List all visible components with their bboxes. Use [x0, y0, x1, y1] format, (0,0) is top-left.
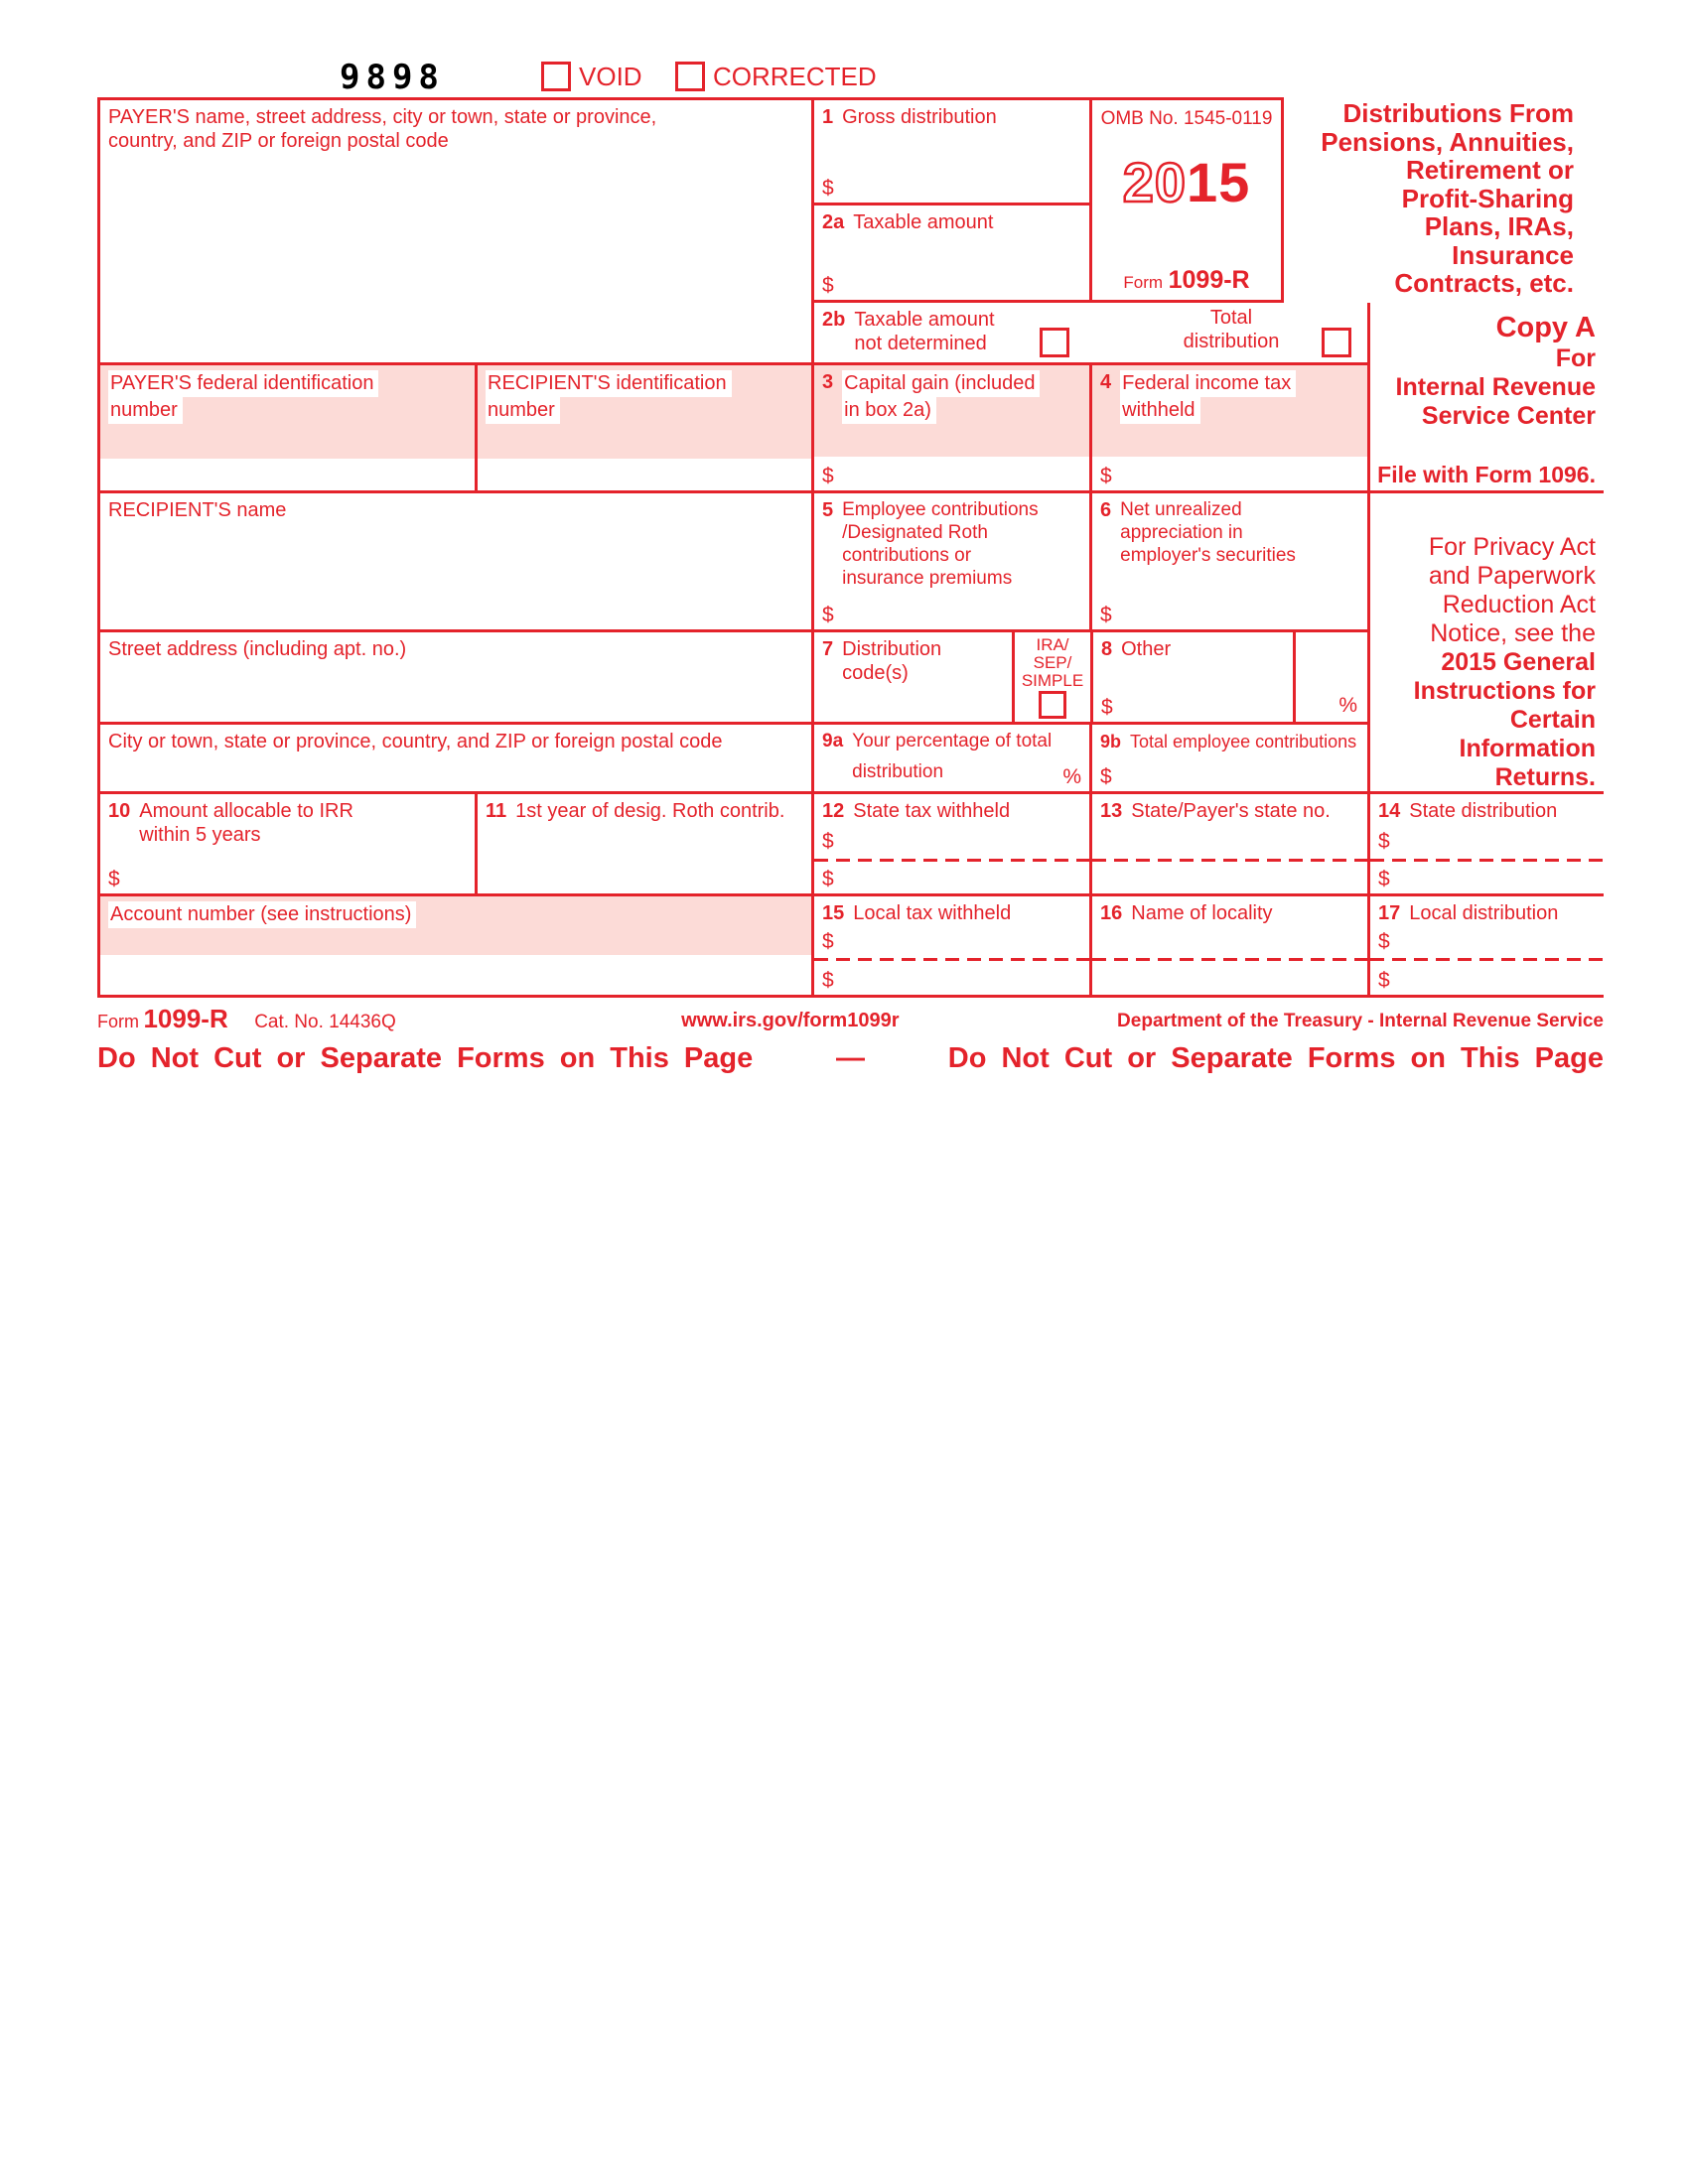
payer-name-box[interactable] — [97, 97, 814, 365]
box-11-label: 1st year of desig. Roth contrib. — [515, 800, 785, 822]
box-7-label-line1: Distribution — [842, 638, 942, 660]
footer-treasury-label: Department of the Treasury - Internal Revenue Service — [1117, 1011, 1604, 1031]
do-not-cut-line — [97, 1042, 1604, 1075]
payer-id-label-line1: PAYER'S federal identification — [108, 370, 378, 397]
void-checkbox[interactable] — [541, 62, 571, 91]
box-17-dollar-sign-2: $ — [1378, 969, 1390, 992]
box-6-label-line: appreciation in — [1120, 522, 1243, 543]
payer-federal-id-box[interactable] — [97, 365, 478, 493]
box-15-dollar-sign-2: $ — [822, 969, 834, 992]
box-15-label: Local tax withheld — [853, 902, 1012, 924]
box-8-number: 8 — [1101, 638, 1113, 660]
privacy-line-bold: Returns. — [1494, 763, 1596, 791]
copy-service-center-label: Service Center — [1421, 402, 1596, 430]
file-with-1096-label: File with Form 1096. — [1377, 462, 1596, 487]
box-14-label: State distribution — [1409, 800, 1558, 822]
privacy-line-bold: 2015 General — [1441, 648, 1596, 676]
box-2a-taxable-amount[interactable] — [814, 205, 1092, 303]
box-7-label-line2: code(s) — [842, 662, 909, 684]
box-17-local-distribution[interactable] — [1370, 896, 1604, 998]
box-9b-number: 9b — [1100, 732, 1122, 751]
box-4-label-line1: Federal income tax — [1120, 370, 1296, 397]
city-label: City or town, state or province, country, and ZIP or foreign postal code — [108, 731, 723, 752]
box-16-dashed-divider — [1092, 958, 1367, 961]
box-2a-number: 2a — [822, 211, 845, 233]
title-line: Plans, IRAs, — [1424, 211, 1574, 241]
footer-form-word: Form — [97, 1012, 139, 1031]
box-14-number: 14 — [1378, 800, 1401, 822]
do-not-cut-left: Do Not Cut or Separate Forms on This Page — [97, 1042, 754, 1074]
privacy-line: Reduction Act — [1442, 591, 1596, 618]
copy-a-block — [1370, 303, 1604, 493]
title-line: Pensions, Annuities, — [1321, 126, 1574, 157]
box-9a-label-line1: Your percentage of total — [852, 731, 1053, 751]
box-5-label-line: contributions or — [842, 545, 972, 566]
account-number-label: Account number (see instructions) — [108, 901, 416, 928]
box-14-dollar-sign-1: $ — [1378, 830, 1390, 853]
form-footer — [97, 1005, 1604, 1038]
box-17-number: 17 — [1378, 902, 1401, 924]
title-line: Retirement or — [1405, 155, 1574, 185]
recipient-name-box[interactable] — [97, 493, 814, 632]
recipient-id-label-line2: number — [486, 397, 560, 424]
privacy-line: Notice, see the — [1430, 619, 1596, 647]
box-6-number: 6 — [1100, 499, 1112, 521]
box-9a-label-line2: distribution — [852, 761, 944, 782]
ira-label-line1: IRA/ — [1036, 635, 1069, 654]
box-1-gross-distribution[interactable] — [814, 97, 1092, 205]
box-6-net-unrealized-appreciation[interactable] — [1092, 493, 1370, 632]
box-5-label-line: Employee contributions — [842, 499, 1039, 520]
box-15-local-tax-withheld[interactable] — [814, 896, 1092, 998]
taxable-not-determined-checkbox[interactable] — [1040, 328, 1069, 357]
privacy-line-bold: Information — [1459, 735, 1596, 762]
box-17-dollar-sign-1: $ — [1378, 930, 1390, 953]
title-line: Distributions From — [1342, 98, 1574, 128]
box-1-number: 1 — [822, 106, 834, 128]
box-17-label: Local distribution — [1409, 902, 1559, 924]
box-16-label: Name of locality — [1131, 902, 1273, 924]
payer-label-line1: PAYER'S name, street address, city or town, state or province, — [108, 106, 657, 128]
box-3-dollar-sign: $ — [822, 465, 834, 487]
corrected-checkbox[interactable] — [675, 62, 705, 91]
box-10-label-line1: Amount allocable to IRR — [139, 800, 353, 822]
recipient-id-box[interactable] — [478, 365, 814, 493]
box-10-dollar-sign: $ — [108, 868, 120, 890]
box-16-name-of-locality[interactable] — [1092, 896, 1370, 998]
privacy-act-notice — [1370, 493, 1604, 794]
box-2a-label: Taxable amount — [853, 211, 994, 233]
title-line: Contracts, etc. — [1394, 268, 1574, 298]
privacy-line: For Privacy Act — [1428, 533, 1596, 561]
do-not-cut-right: Do Not Cut or Separate Forms on This Page — [947, 1042, 1604, 1074]
box-2b-label-line1: Taxable amount — [854, 309, 995, 331]
ira-sep-simple-box — [1015, 632, 1093, 725]
box-4-dollar-sign: $ — [1100, 465, 1112, 487]
box-1-label: Gross distribution — [842, 106, 997, 128]
box-13-number: 13 — [1100, 800, 1123, 822]
street-address-box[interactable] — [97, 632, 814, 725]
box-2b-number: 2b — [822, 309, 846, 331]
copy-irs-label: Internal Revenue — [1395, 373, 1596, 401]
box-5-employee-contributions[interactable] — [814, 493, 1092, 632]
box-12-dashed-divider — [814, 859, 1089, 862]
box-3-label-line2: in box 2a) — [842, 397, 936, 424]
total-distribution-label-line1: Total — [1209, 307, 1253, 329]
box-14-dashed-divider — [1370, 859, 1604, 862]
box-8-label: Other — [1121, 638, 1172, 660]
total-distribution-label-line2: distribution — [1183, 331, 1280, 352]
do-not-cut-dash: — — [836, 1042, 865, 1074]
copy-a-label: Copy A — [1495, 312, 1596, 343]
privacy-line-bold: Certain — [1509, 706, 1596, 734]
form-number: 1099-R — [1168, 266, 1250, 294]
payer-label-line2: country, and ZIP or foreign postal code — [108, 130, 449, 152]
box-2b-row — [814, 303, 1370, 365]
recipient-id-label-line1: RECIPIENT'S identification — [486, 370, 732, 397]
box-14-state-distribution[interactable] — [1370, 794, 1604, 896]
form-title — [1284, 99, 1604, 305]
box-1-dollar-sign: $ — [822, 177, 834, 200]
privacy-line: and Paperwork — [1428, 562, 1596, 590]
ira-sep-simple-checkbox[interactable] — [1039, 691, 1066, 719]
box-14-dollar-sign-2: $ — [1378, 868, 1390, 890]
box-12-number: 12 — [822, 800, 845, 822]
box-3-label-line1: Capital gain (included — [842, 370, 1040, 397]
year-outline: 20 — [1122, 151, 1187, 213]
box-5-label-line: /Designated Roth — [842, 522, 988, 543]
box-17-dashed-divider — [1370, 958, 1604, 961]
box-6-label-line: employer's securities — [1120, 545, 1296, 566]
box-2a-dollar-sign: $ — [822, 274, 834, 297]
box-16-number: 16 — [1100, 902, 1123, 924]
box-3-capital-gain[interactable] — [814, 365, 1092, 493]
box-4-number: 4 — [1100, 371, 1112, 393]
box-3-number: 3 — [822, 371, 834, 393]
footer-form-number: 1099-R — [143, 1004, 228, 1033]
box-12-label: State tax withheld — [853, 800, 1011, 822]
box-10-amount-allocable-irr[interactable] — [97, 794, 478, 896]
omb-year-box — [1092, 97, 1284, 303]
ira-label-line2: SEP/ — [1033, 653, 1072, 672]
box-7-distribution-codes[interactable] — [814, 632, 1015, 725]
omb-number: OMB No. 1545-0119 — [1100, 108, 1273, 129]
box-4-label-line2: withheld — [1120, 397, 1199, 424]
box-11-number: 11 — [486, 800, 507, 822]
box-2b-label-line2: not determined — [854, 333, 987, 354]
box-9b-label: Total employee contributions — [1130, 732, 1357, 751]
title-line: Insurance — [1452, 239, 1574, 270]
box-9b-dollar-sign: $ — [1100, 765, 1112, 788]
box-5-label-line: insurance premiums — [842, 568, 1013, 589]
box-7-number: 7 — [822, 638, 834, 660]
copy-for-label: For — [1555, 344, 1596, 372]
box-11-first-year-roth[interactable] — [478, 794, 814, 896]
corrected-label: CORRECTED — [713, 62, 877, 91]
footer-cat-number: Cat. No. 14436Q — [254, 1012, 396, 1032]
box-5-dollar-sign: $ — [822, 604, 834, 626]
ira-label-line3: SIMPLE — [1021, 671, 1084, 690]
total-distribution-checkbox[interactable] — [1322, 328, 1351, 357]
box-9a-percentage-total-distribution[interactable] — [814, 725, 1092, 794]
box-13-dashed-divider — [1092, 859, 1367, 862]
box-6-dollar-sign: $ — [1100, 604, 1112, 626]
recipient-name-label: RECIPIENT'S name — [108, 499, 287, 521]
box-12-dollar-sign-2: $ — [822, 868, 834, 890]
box-10-number: 10 — [108, 800, 131, 822]
box-8-percent-sign: % — [1338, 694, 1357, 717]
box-9b-total-employee-contributions[interactable] — [1092, 725, 1370, 794]
privacy-line-bold: Instructions for — [1413, 677, 1596, 705]
box-12-dollar-sign-1: $ — [822, 830, 834, 853]
title-line: Profit-Sharing — [1401, 183, 1574, 213]
city-state-zip-box[interactable] — [97, 725, 814, 794]
form-print-code: 9898 — [340, 58, 445, 97]
box-4-federal-tax-withheld[interactable] — [1092, 365, 1370, 493]
box-12-state-tax-withheld[interactable] — [814, 794, 1092, 896]
year-bold: 15 — [1187, 151, 1251, 213]
box-15-number: 15 — [822, 902, 845, 924]
form-word: Form — [1123, 273, 1164, 292]
payer-id-label-line2: number — [108, 397, 183, 424]
footer-irs-url[interactable]: www.irs.gov/form1099r — [681, 1010, 900, 1031]
box-8-percent-subcell[interactable] — [1296, 632, 1370, 725]
box-6-label-line: Net unrealized — [1120, 499, 1242, 520]
void-label: VOID — [579, 62, 642, 91]
box-8-other[interactable] — [1093, 632, 1296, 725]
box-9a-percent-sign: % — [1062, 765, 1081, 788]
account-number-box[interactable] — [97, 896, 814, 998]
box-13-label: State/Payer's state no. — [1131, 800, 1331, 822]
box-15-dollar-sign-1: $ — [822, 930, 834, 953]
box-13-state-payer-state-no[interactable] — [1092, 794, 1370, 896]
box-5-number: 5 — [822, 499, 834, 521]
street-address-label: Street address (including apt. no.) — [108, 638, 407, 660]
box-9a-number: 9a — [822, 731, 844, 751]
box-15-dashed-divider — [814, 958, 1089, 961]
box-8-dollar-sign: $ — [1101, 696, 1113, 719]
box-10-label-line2: within 5 years — [139, 824, 261, 846]
